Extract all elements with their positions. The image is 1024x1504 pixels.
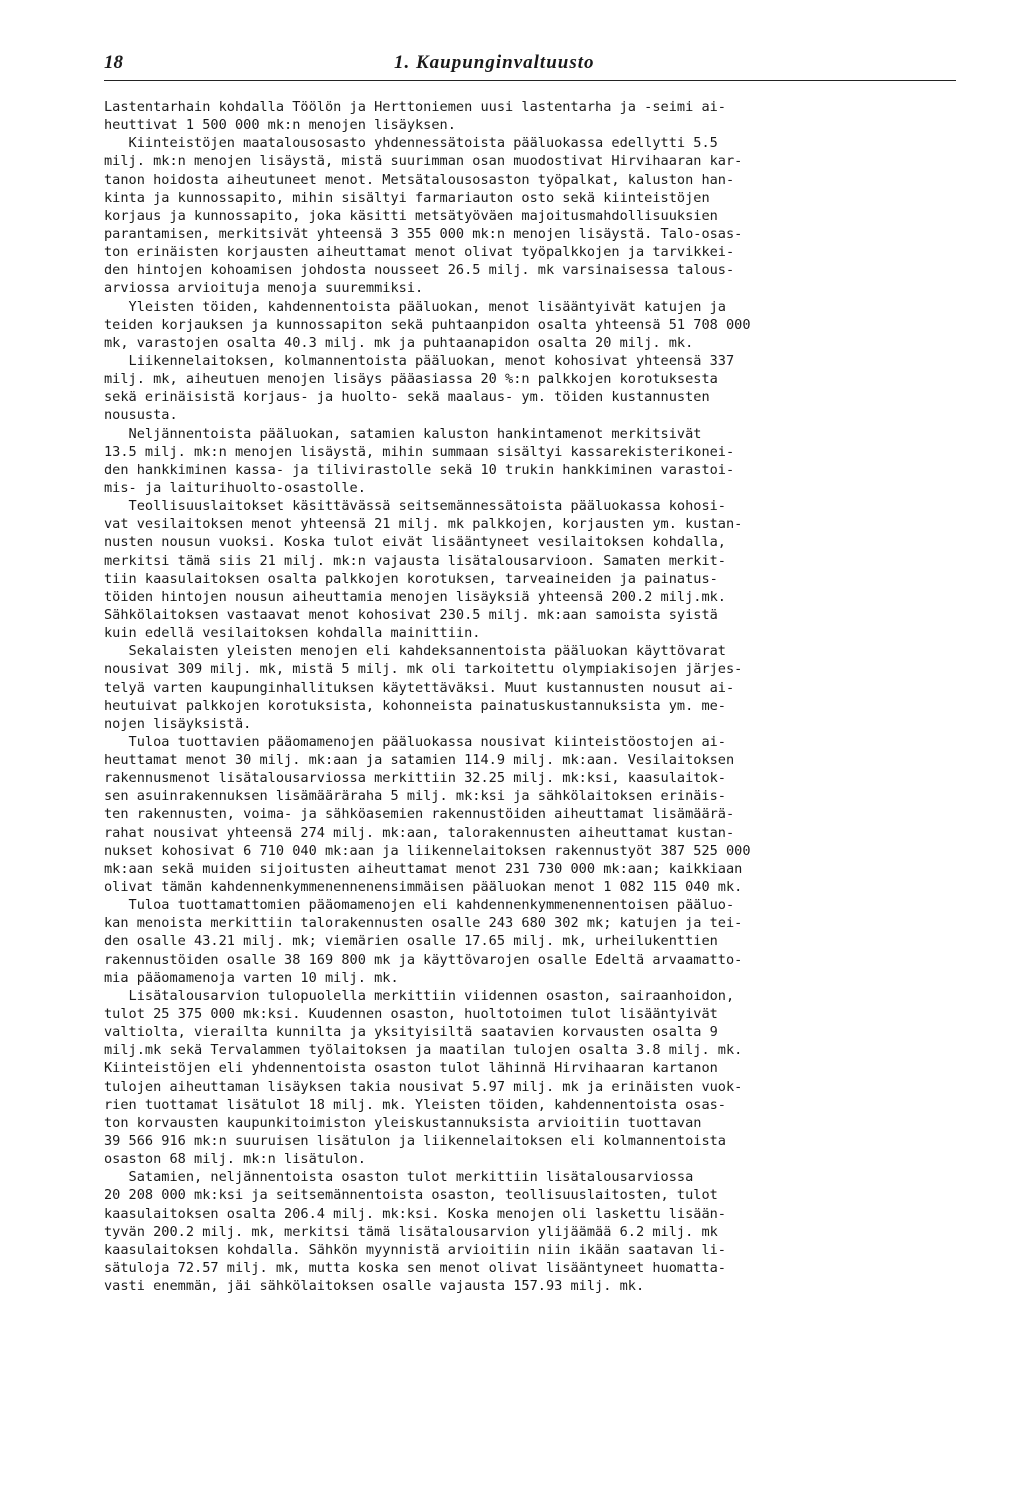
text-line: telyä varten kaupunginhallituksen käytettäväksi. Muut kustannusten nousut ai- (104, 679, 735, 696)
text-line: sekä erinäisistä korjaus- ja huolto- sekä maalaus- ym. töiden kustannusten (104, 389, 710, 406)
text-line: kaasulaitoksen kohdalla. Sähkön myynnistä arvioitiin niin ikään saatavan li- (104, 1241, 726, 1258)
text-line: Kiinteistöjen maatalousosasto yhdennessätoista pääluokassa edellytti 5.5 (104, 135, 718, 152)
text-line: Tuloa tuottamattomien pääomamenojen eli kahdennenkymmenennentoisen pääluo- (104, 897, 735, 914)
text-line: kan menoista merkittiin talorakennusten osalle 243 680 302 mk; katujen ja tei- (104, 915, 743, 932)
text-line: heuttamat menot 30 milj. mk:aan ja satamien 114.9 milj. mk:aan. Vesilaitoksen (104, 752, 735, 769)
text-line: Satamien, neljännentoista osaston tulot merkittiin lisätalousarviossa (104, 1169, 694, 1186)
text-line: töiden hintojen nousun aiheuttamia menojen lisäyksiä yhteensä 200.2 milj.mk. (104, 588, 726, 605)
text-line: mk:aan sekä muiden sijoitusten aiheuttamat menot 231 730 000 mk:aan; kaikkiaan (104, 860, 743, 877)
text-line: ton erinäisten korjausten aiheuttamat menot olivat työpalkkojen ja tarvikkei- (104, 244, 735, 261)
text-line: den osalle 43.21 milj. mk; viemärien osalle 17.65 milj. mk, urheilukenttien (104, 933, 718, 950)
text-line: Lisätalousarvion tulopuolella merkittiin viidennen osaston, sairaanhoidon, (104, 987, 735, 1004)
text-line: Yleisten töiden, kahdennentoista pääluokan, menot lisääntyivät katujen ja (104, 298, 726, 315)
text-line: rahat nousivat yhteensä 274 milj. mk:aan, talorakennusten aiheuttamat kustan- (104, 824, 735, 841)
text-line: sen asuinrakennuksen lisämääräraha 5 milj. mk:ksi ja sähkölaitoksen erinäis- (104, 788, 726, 805)
text-line: mia pääomamenoja varten 10 milj. mk. (104, 969, 399, 986)
text-line: Lastentarhain kohdalla Töölön ja Herttoniemen uusi lastentarha ja -seimi ai- (104, 99, 726, 115)
text-line: nojen lisäyksistä. (104, 715, 252, 732)
text-line: Kiinteistöjen eli yhdennentoista osaston tulot lähinnä Hirvihaaran kartanon (104, 1060, 718, 1077)
text-line: Tuloa tuottavien pääomamenojen pääluokassa nousivat kiinteistöostojen ai- (104, 733, 726, 750)
text-line: kinta ja kunnossapito, mihin sisältyi farmariauton osto sekä kiinteistöjen (104, 189, 710, 206)
text-line: den hintojen kohoamisen johdosta nousseet 26.5 milj. mk varsinaisessa talous- (104, 262, 735, 279)
text-line: rien tuottamat lisätulot 18 milj. mk. Yleisten töiden, kahdennentoista osas- (104, 1096, 726, 1113)
text-line: kuin edellä vesilaitoksen kohdalla mainittiin. (104, 625, 481, 642)
text-line: tulot 25 375 000 mk:ksi. Kuudennen osaston, huoltotoimen tulot lisääntyivät (104, 1006, 718, 1023)
text-line: Sähkölaitoksen vastaavat menot kohosivat 230.5 milj. mk:aan samoista syistä (104, 606, 718, 623)
text-line: tiin kaasulaitoksen osalta palkkojen korotuksen, tarveaineiden ja painatus- (104, 570, 718, 587)
text-line: 13.5 milj. mk:n menojen lisäystä, mihin summaan sisältyi kassarekisterikonei- (104, 443, 735, 460)
text-line: arviossa arvioituja menoja suuremmiksi. (104, 280, 424, 297)
text-line: den hankkiminen kassa- ja tilivirastolle sekä 10 trukin hankkiminen varastoi- (104, 461, 735, 478)
text-line: merkitsi tämä siis 21 milj. mk:n vajausta lisätalousarvioon. Samaten merkit- (104, 552, 726, 569)
text-line: valtiolta, vierailta kunnilta ja yksityisiltä saatavien korvausten osalta 9 (104, 1024, 718, 1041)
text-line: milj. mk, aiheutuen menojen lisäys pääasiassa 20 %:n palkkojen korotuksesta (104, 371, 718, 388)
body-text (104, 98, 984, 1295)
text-line: milj.mk sekä Tervalammen työlaitoksen ja maatilan tulojen osalta 3.8 milj. mk. (104, 1042, 743, 1059)
text-line: heutuivat palkkojen korotuksista, kohonneista painatuskustannuksista ym. me- (104, 697, 726, 714)
header-rule (104, 80, 956, 81)
text-line: heuttivat 1 500 000 mk:n menojen lisäyksen. (104, 117, 456, 134)
text-line: tanon hoidosta aiheutuneet menot. Metsätalousosaston työpalkat, kaluston han- (104, 171, 735, 188)
text-line: vat vesilaitoksen menot yhteensä 21 milj. mk palkkojen, korjausten ym. kustan- (104, 516, 743, 533)
text-line: nousivat 309 milj. mk, mistä 5 milj. mk oli tarkoitettu olympiakisojen järjes- (104, 661, 743, 678)
text-line: Teollisuuslaitokset käsittävässä seitsemännessätoista pääluokassa kohosi- (104, 498, 726, 515)
text-line: Liikennelaitoksen, kolmannentoista pääluokan, menot kohosivat yhteensä 337 (104, 352, 735, 369)
text-line: 39 566 916 mk:n suuruisen lisätulon ja liikennelaitoksen eli kolmannentoista (104, 1133, 726, 1150)
text-line: noususta. (104, 407, 178, 424)
text-line: vasti enemmän, jäi sähkölaitoksen osalle vajausta 157.93 milj. mk. (104, 1278, 645, 1295)
text-line: mk, varastojen osalta 40.3 milj. mk ja puhtaanapidon osalta 20 milj. mk. (104, 334, 694, 351)
text-line: nusten nousun vuoksi. Koska tulot eivät lisääntyneet vesilaitoksen kohdalla, (104, 534, 726, 551)
text-line: ton korvausten kaupunkitoimiston yleiskustannuksista arvioitiin tuottavan (104, 1114, 702, 1131)
text-line: mis- ja laiturihuolto-osastolle. (104, 479, 366, 496)
text-line: teiden korjauksen ja kunnossapiton sekä puhtaanpidon osalta yhteensä 51 708 000 (104, 316, 751, 333)
text-line: parantamisen, merkitsivät yhteensä 3 355 000 mk:n menojen lisäystä. Talo-osas- (104, 225, 743, 242)
text-line: rakennustöiden osalle 38 169 800 mk ja käyttövarojen osalle Edeltä arvaamatto- (104, 951, 743, 968)
text-line: rakennusmenot lisätalousarviossa merkittiin 32.25 milj. mk:ksi, kaasulaitok- (104, 770, 726, 787)
text-line: Sekalaisten yleisten menojen eli kahdeksannentoista pääluokan käyttövarat (104, 643, 726, 660)
page-header (104, 52, 954, 80)
running-title: 1. Kaupunginvaltuusto (394, 52, 595, 73)
text-line: korjaus ja kunnossapito, joka käsitti metsätyöväen majoitusmahdollisuuksien (104, 207, 718, 224)
text-line: ten rakennusten, voima- ja sähköasemien rakennustöiden aiheuttamat lisämäärä- (104, 806, 735, 823)
text-line: olivat tämän kahdennenkymmenennenensimmäisen pääluokan menot 1 082 115 040 mk. (104, 879, 743, 896)
text-line: tulojen aiheuttaman lisäyksen takia nousivat 5.97 milj. mk ja erinäisten vuok- (104, 1078, 743, 1095)
text-line: tyvän 200.2 milj. mk, merkitsi tämä lisätalousarvion ylijäämää 6.2 milj. mk (104, 1223, 718, 1240)
text-line: osaston 68 milj. mk:n lisätulon. (104, 1151, 366, 1168)
text-line: milj. mk:n menojen lisäystä, mistä suurimman osan muodostivat Hirvihaaran kar- (104, 153, 743, 170)
text-line: kaasulaitoksen osalta 206.4 milj. mk:ksi. Koska menojen oli laskettu lisään- (104, 1205, 726, 1222)
text-line: nukset kohosivat 6 710 040 mk:aan ja liikennelaitoksen rakennustyöt 387 525 000 (104, 842, 751, 859)
text-line: 20 208 000 mk:ksi ja seitsemännentoista osaston, teollisuuslaitosten, tulot (104, 1187, 718, 1204)
text-line: Neljännentoista pääluokan, satamien kaluston hankintamenot merkitsivät (104, 425, 702, 442)
page-number: 18 (104, 52, 123, 73)
text-line: sätuloja 72.57 milj. mk, mutta koska sen menot olivat lisääntyneet huomatta- (104, 1260, 726, 1276)
